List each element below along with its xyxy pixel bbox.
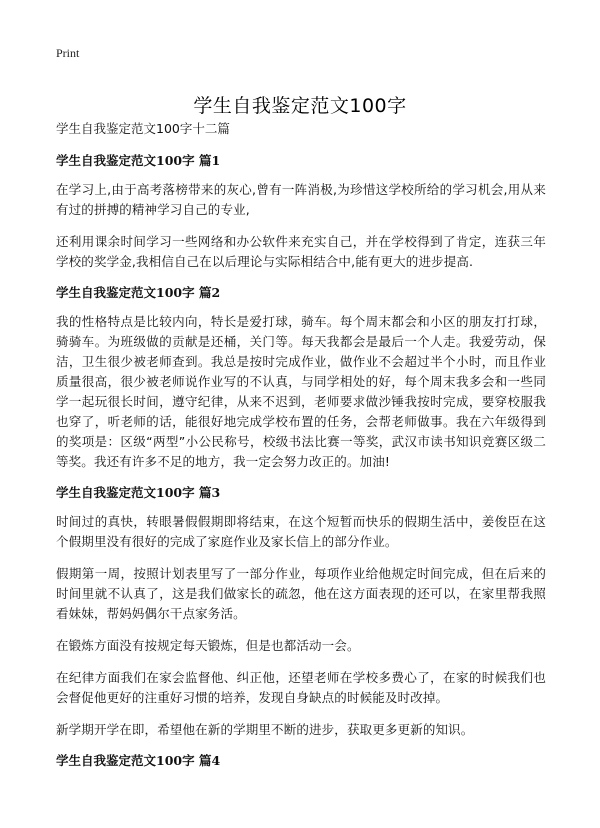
section-heading: 学生自我鉴定范文100字 篇3 [56,485,221,500]
document-subtitle: 学生自我鉴定范文100字十二篇 [56,121,230,136]
paragraph: 假期第一周，按照计划表里写了一部分作业，每项作业给他规定时间完成，但在后来的时间里就不认真了，这是我们做家长的疏忽，他在这方面表现的还可以，在家里帮我照看妹妹，帮妈妈偶尔干点家务活。 [56,566,546,621]
paragraph: 新学期开学在即，希望他在新的学期里不断的进步，获取更多更新的知识。 [56,722,474,737]
section-3 [56,484,546,740]
paragraph: 在纪律方面我们在家会监督他、纠正他，还望老师在学校多费心了，在家的时候我们也会督促他更好的注重好习惯的培养，发现自身缺点的时候能及时改掉。 [56,670,546,705]
paragraph: 还利用课余时间学习一些网络和办公软件来充实自己，并在学校得到了肯定，连获三年学校的奖学金,我相信自己在以后理论与实际相结合中,能有更大的进步提高. [56,234,546,269]
section-1 [56,152,546,272]
print-label[interactable]: Print [56,46,80,60]
section-heading: 学生自我鉴定范文100字 篇4 [56,753,221,768]
page-title: 学生自我鉴定范文100字 [193,94,407,117]
paragraph: 时间过的真快，转眼暑假假期即将结束，在这个短暂而快乐的假期生活中，姜俊臣在这个假期里没有很好的完成了家庭作业及家长信上的部分作业。 [56,514,546,549]
section-2 [56,284,546,472]
section-heading: 学生自我鉴定范文100字 篇1 [56,153,221,168]
paragraph: 在学习上,由于高考落榜带来的灰心,曾有一阵消极,为珍惜这学校所给的学习机会,用从来有过的拼搏的精神学习自己的专业, [56,182,546,217]
section-4 [56,752,546,770]
section-heading: 学生自我鉴定范文100字 篇2 [56,285,221,300]
document-body [56,120,546,780]
paragraph: 我的性格特点是比较内向，特长是爱打球，骑车。每个周末都会和小区的朋友打打球，骑骑车。为班级做的贡献是还桶，关门等。每天我都会是最后一个人走。我爱劳动，保洁，卫生很少被老师查到。我总是按时完成作业，做作业不会超过半个小时，而且作业质量很高，很少被老师说作业写的不认真，与同学相处的好，每个周末我多会和一些同学一起玩很长时间，遵守纪律，从来不迟到，老师要求做沙锤我按时完成，要穿校服我也穿了，听老师的话，能很好地完成学校布置的任务，会帮老师做事。我在六年级得到的奖项是：区级“两型”小公民称号，校级书法比赛一等奖，武汉市读书知识竞赛区级二等奖。我还有许多不足的地方，我一定会努力改正的。加油! [56,314,546,469]
paragraph: 在锻炼方面没有按规定每天锻炼，但是也都活动一会。 [56,638,360,653]
